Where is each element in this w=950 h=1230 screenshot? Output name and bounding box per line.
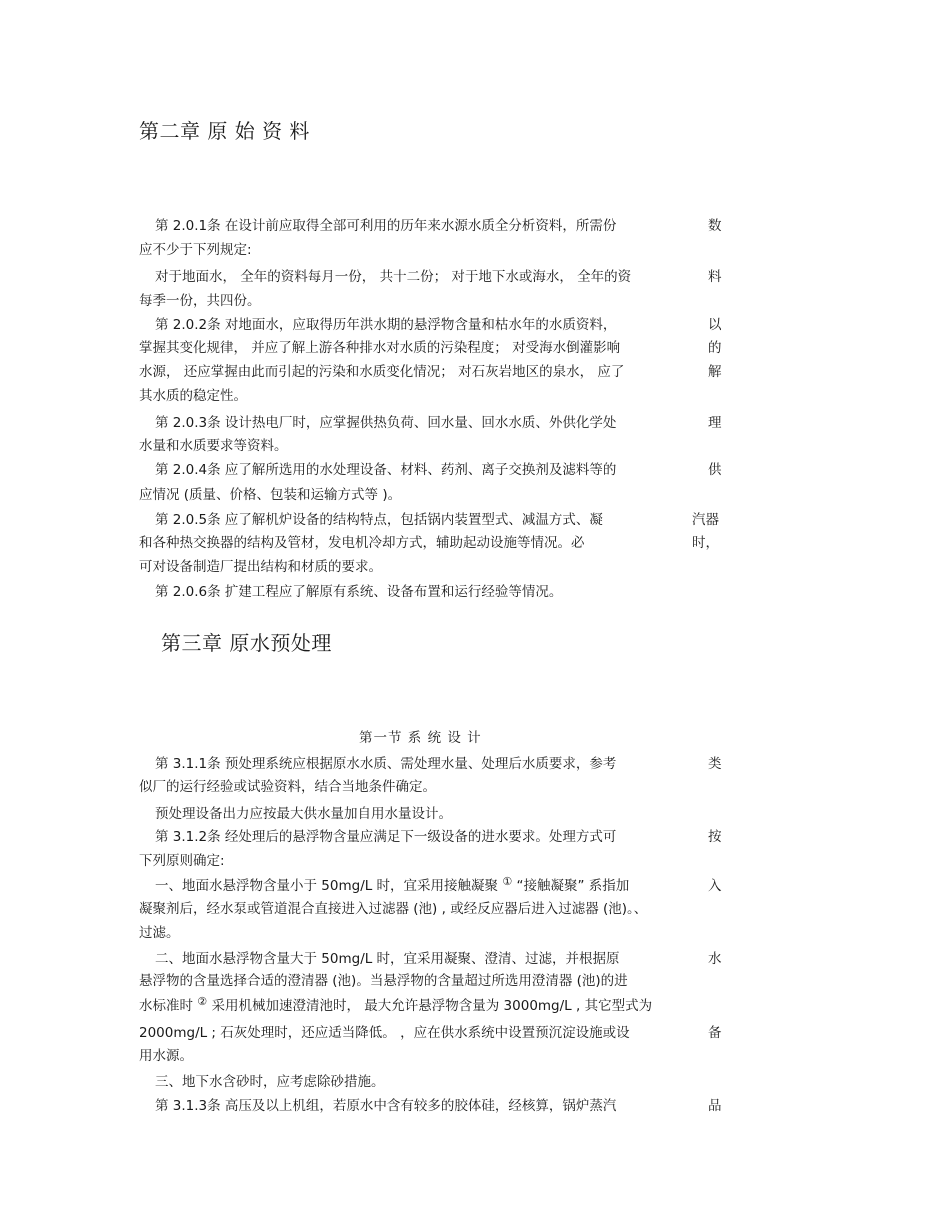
article-2-0-1-line-1: 第 2.0.1条 在设计前应取得全部可利用的历年来水源水质全分析资料，所需份 [155, 218, 617, 234]
article-2-0-2-line-2-end: 的 [708, 340, 722, 356]
item-2-line-5: 用水源。 [139, 1048, 193, 1064]
article-2-0-2-line-1-end: 以 [708, 317, 722, 333]
article-2-0-2-line-1: 第 2.0.2条 对地面水，应取得历年洪水期的悬浮物含量和枯水年的水质资料， [155, 317, 617, 333]
article-3-1-1-line-3: 预处理设备出力应按最大供水量加自用水量设计。 [155, 806, 452, 822]
item-2-line-4: 2000mg/L ; 石灰处理时，还应适当降低。 ，应在供水系统中设置预沉淀设施或设 [139, 1025, 630, 1041]
footnote-marker-2: ② [197, 995, 208, 1008]
article-2-0-4-line-1: 第 2.0.4条 应了解所选用的水处理设备、材料、药剂、离子交换剂及滤料等的 [155, 462, 617, 478]
item-2-line-1: 二、地面水悬浮物含量大于 50mg/L 时，宜采用凝聚、澄清、过滤，并根据原 [155, 951, 620, 967]
article-2-0-5-line-2-end: 时， [692, 535, 719, 551]
article-2-0-2-line-2: 掌握其变化规律， 并应了解上游各种排水对水质的污染程度； 对受海水倒灌影响 [139, 340, 621, 356]
item-2-line-1-end: 水 [708, 951, 722, 967]
item-1-line-1-end: 入 [708, 878, 722, 894]
article-2-0-1-line-4: 每季一份，共四份。 [139, 293, 261, 309]
item-2-line-3 [139, 994, 652, 1014]
article-3-1-2-line-1: 第 3.1.2条 经处理后的悬浮物含量应满足下一级设备的进水要求。处理方式可 [155, 829, 617, 845]
article-3-1-1-line-2: 似厂的运行经验或试验资料，结合当地条件确定。 [139, 779, 436, 795]
article-2-0-4-line-2: 应情况 (质量、价格、包装和运输方式等 )。 [139, 487, 402, 503]
article-2-0-1-line-1-end: 数 [708, 218, 722, 234]
chapter-3-title: 第三章 原水预处理 [161, 631, 332, 655]
article-2-0-5-line-2: 和各种热交换器的结构及管材，发电机冷却方式，辅助起动设施等情况。必 [139, 535, 585, 551]
article-2-0-5-line-3: 可对设备制造厂提出结构和材质的要求。 [139, 559, 382, 575]
article-2-0-1-line-3-end: 料 [708, 269, 722, 285]
item-1-line-3: 过滤。 [139, 925, 180, 941]
item-2-line-3-text-b: 采用机械加速澄清池时， 最大允许悬浮物含量为 3000mg/L , 其它型式为 [211, 998, 653, 1014]
article-2-0-2-line-4: 其水质的稳定性。 [139, 388, 247, 404]
item-1-line-1-text-a: 一、地面水悬浮物含量小于 50mg/L 时，宜采用接触凝聚 [155, 878, 499, 894]
article-2-0-3-line-1: 第 2.0.3条 设计热电厂时，应掌握供热负荷、回水量、回水水质、外供化学处 [155, 415, 617, 431]
item-2-line-3-text-a: 水标准时 [139, 998, 193, 1014]
article-3-1-3-line-1: 第 3.1.3条 高压及以上机组，若原水中含有较多的胶体硅，经核算，锅炉蒸汽 [155, 1098, 617, 1114]
article-2-0-3-line-2: 水量和水质要求等资料。 [139, 438, 288, 454]
article-2-0-5-line-1: 第 2.0.5条 应了解机炉设备的结构特点，包括锅内装置型式、减温方式、凝 [155, 512, 603, 528]
article-2-0-6-line-1: 第 2.0.6条 扩建工程应了解原有系统、设备布置和运行经验等情况。 [155, 584, 563, 600]
article-2-0-4-line-1-end: 供 [708, 462, 722, 478]
item-1-line-1-text-b: “接触凝聚” 系指加 [516, 878, 630, 894]
article-2-0-2-line-3: 水源， 还应掌握由此而引起的污染和水质变化情况； 对石灰岩地区的泉水， 应了 [139, 364, 625, 380]
item-3-line-1: 三、地下水含砂时，应考虑除砂措施。 [155, 1074, 385, 1090]
article-3-1-3-line-1-end: 品 [708, 1098, 722, 1114]
article-2-0-1-line-2: 应不少于下列规定: [139, 242, 252, 258]
article-2-0-3-line-1-end: 理 [708, 415, 722, 431]
chapter-2-title: 第二章 原 始 资 料 [139, 119, 310, 143]
article-2-0-5-line-1-end: 汽器 [692, 512, 719, 528]
item-1-line-2: 凝聚剂后，经水泵或管道混合直接进入过滤器 (池) , 或经反应器后进入过滤器 (池)。、 [139, 901, 648, 917]
item-2-line-4-end: 备 [708, 1025, 722, 1041]
footnote-marker-1: ① [502, 875, 513, 888]
article-2-0-2-line-3-end: 解 [708, 364, 722, 380]
section-1-title: 第一节 系 统 设 计 [359, 730, 482, 746]
article-2-0-1-line-3: 对于地面水， 全年的资料每月一份， 共十二份； 对于地下水或海水， 全年的资 [155, 269, 632, 285]
article-3-1-2-line-1-end: 按 [708, 829, 722, 845]
item-2-line-2: 悬浮物的含量选择合适的澄清器 (池)。当悬浮物的含量超过所选用澄清器 (池)的进 [139, 973, 628, 989]
article-3-1-2-line-2: 下列原则确定: [139, 853, 225, 869]
article-3-1-1-line-1: 第 3.1.1条 预处理系统应根据原水水质、需处理水量、处理后水质要求，参考 [155, 756, 617, 772]
item-1-line-1 [155, 874, 629, 894]
article-3-1-1-line-1-end: 类 [708, 756, 722, 772]
